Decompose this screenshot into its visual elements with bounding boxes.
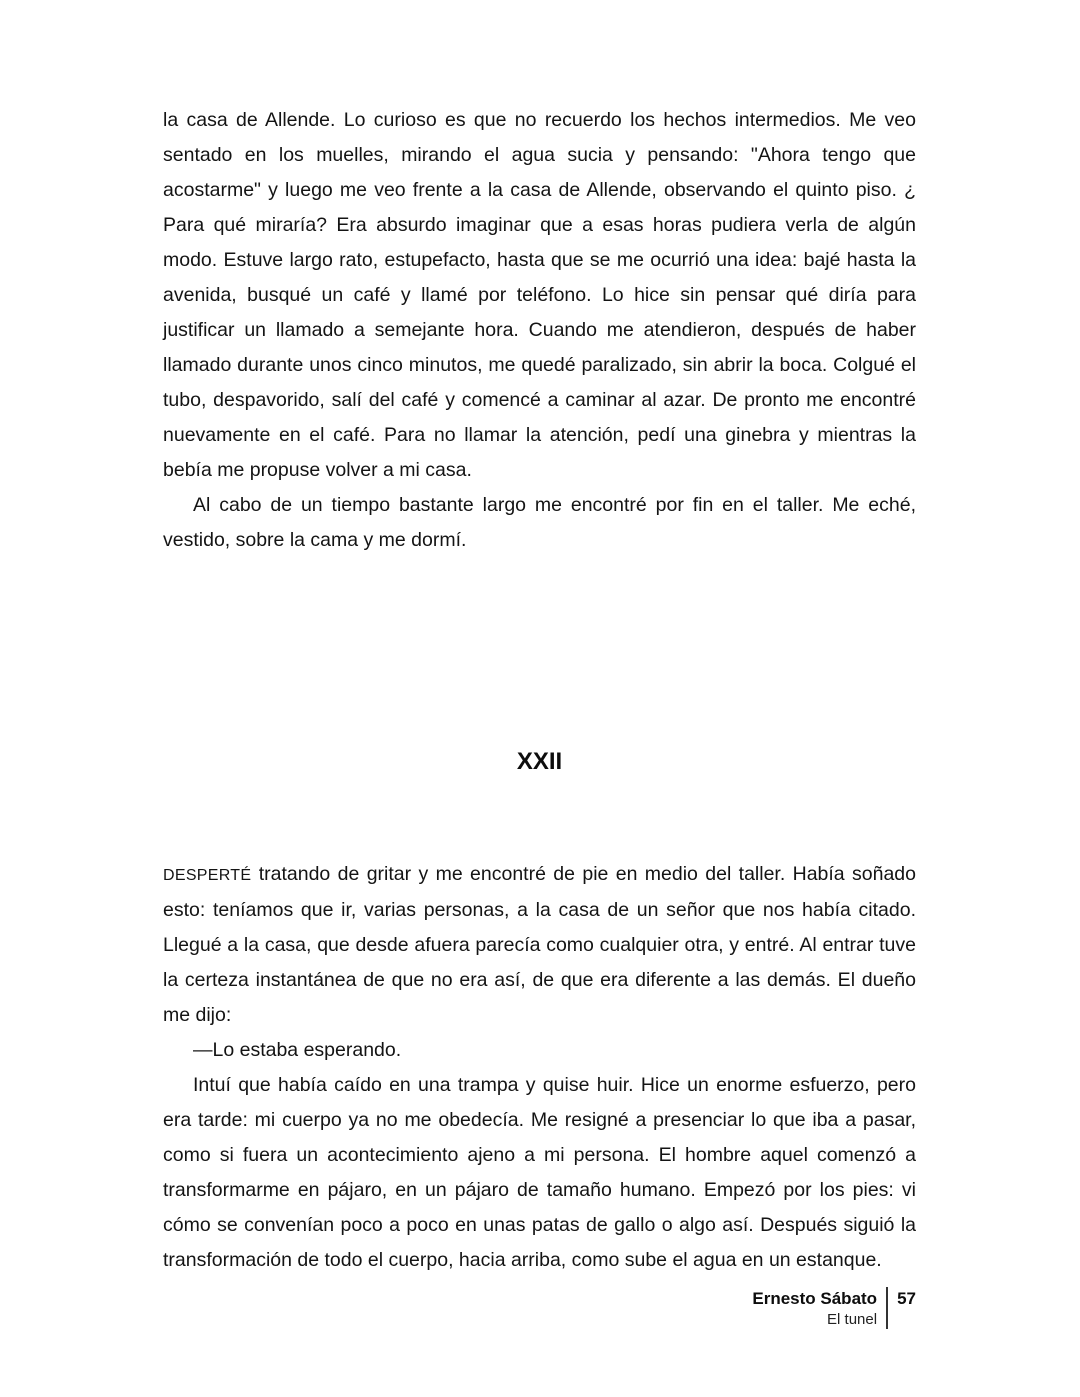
footer-page-number: 57 bbox=[897, 1289, 916, 1308]
chapter-heading: XXII bbox=[516, 748, 563, 775]
paragraph-text: tratando de gritar y me encontré de pie en medio del taller. Había soñado esto: teníamos que ir, varias personas, a la casa de un señor que nos había citado. Llegué a la casa, que desde afuera parecía como cualquier otra, y entré. Al entrar tuve la certeza instantánea de que no era así, de que era diferente a las demás. El dueño me dijo: bbox=[163, 863, 916, 1026]
footer-text-block bbox=[752, 1287, 877, 1329]
paragraph: Al cabo de un tiempo bastante largo me encontré por fin en el taller. Me eché, vestido, sobre la cama y me dormí. bbox=[163, 494, 916, 551]
paragraph: Intuí que había caído en una trampa y quise huir. Hice un enorme esfuerzo, pero era tarde: mi cuerpo ya no me obedecía. Me resigné a presenciar lo que iba a pasar, como si fuera un acontecimiento ajeno a mi persona. El hombre aquel comenzó a transformarme en pájaro, en un pájaro de tamaño humano. Empezó por los pies: vi cómo se convenían poco a poco en unas patas de gallo o algo así. Después siguió la transformación de todo el cuerpo, hacia arriba, como sube el agua en un estanque. bbox=[163, 1074, 916, 1271]
paragraph-dialogue: —Lo estaba esperando. bbox=[193, 1039, 402, 1061]
footer-divider bbox=[886, 1287, 888, 1329]
footer-book-title: El tunel bbox=[827, 1311, 878, 1328]
chapter-lead-word: DESPERTÉ bbox=[163, 867, 252, 884]
footer-author: Ernesto Sábato bbox=[752, 1289, 878, 1308]
paragraph-continuation: la casa de Allende. Lo curioso es que no recuerdo los hechos intermedios. Me veo sentado en los muelles, mirando el agua sucia y pensando: "Ahora tengo que acostarme" y luego me veo frente a la casa de Allende, observando el quinto piso. ¿ Para qué miraría? Era absurdo imaginar que a esas horas pudiera verla de algún modo. Estuve largo rato, estupefacto, hasta que se me ocurrió una idea: bajé hasta la avenida, busqué un café y llamé por teléfono. Lo hice sin pensar qué diría para justificar un llamado a semejante hora. Cuando me atendieron, después de haber llamado durante unos cinco minutos, me quedé paralizado, sin abrir la boca. Colgué el tubo, despavorido, salí del café y comencé a caminar al azar. De pronto me encontré nuevamente en el café. Para no llamar la atención, pedí una ginebra y mientras la bebía me propuse volver a mi casa. bbox=[163, 109, 916, 481]
paragraph-chapter-opening bbox=[163, 857, 916, 1033]
page-footer bbox=[752, 1287, 916, 1329]
